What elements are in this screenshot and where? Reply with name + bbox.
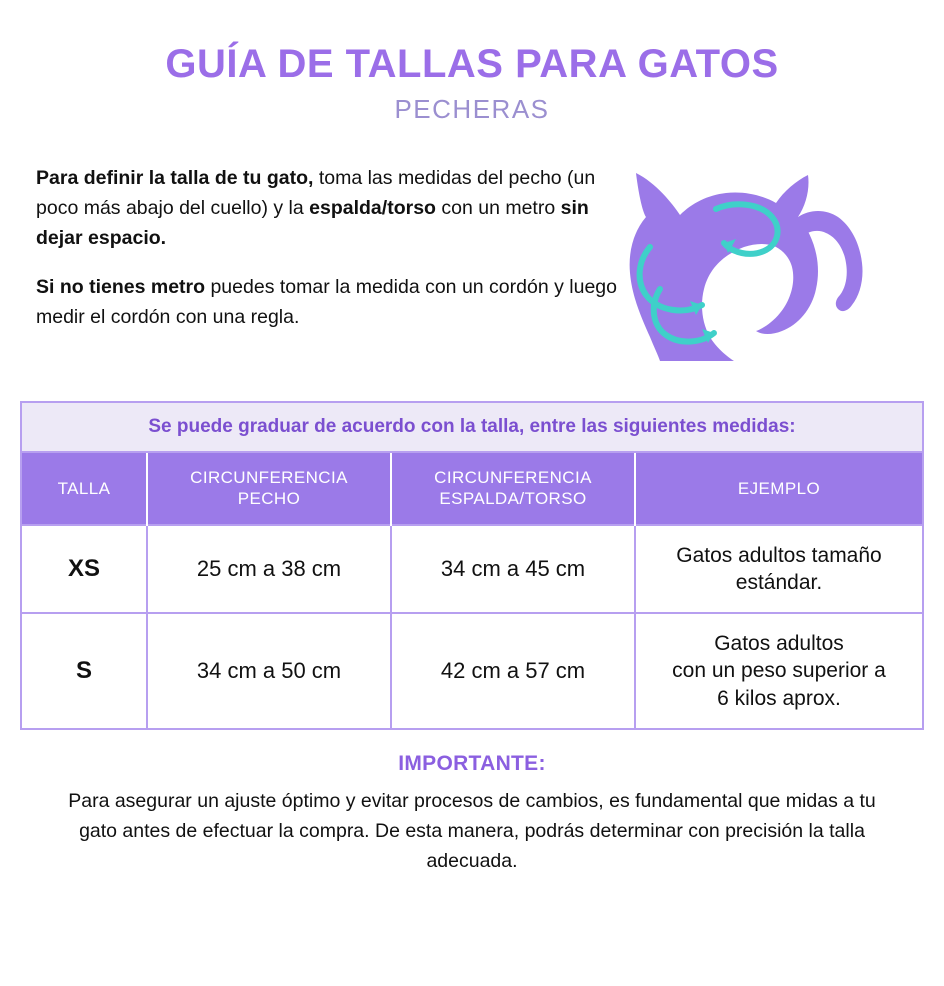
row-0-example-line2: estándar. <box>735 570 823 594</box>
table-row <box>22 525 922 614</box>
intro-p2-bold-1: Si no tienes metro <box>36 275 206 298</box>
row-1-size: S <box>22 613 147 728</box>
size-guide-page <box>0 42 944 986</box>
intro-p1-text-1: toma las medidas del pecho (un poco más abajo del cuello) y la <box>36 167 596 220</box>
intro-paragraph-2 <box>36 272 636 332</box>
header-chest-line1: CIRCUNFERENCIA <box>190 468 348 487</box>
header-back-line2: ESPALDA/TORSO <box>439 489 587 509</box>
header-size: TALLA <box>22 453 147 525</box>
row-0-back: 34 cm a 45 cm <box>391 525 635 614</box>
intro-text <box>36 163 636 350</box>
row-0-size: XS <box>22 525 147 614</box>
row-1-back: 42 cm a 57 cm <box>391 613 635 728</box>
intro-paragraph-1 <box>36 163 636 254</box>
header-example: EJEMPLO <box>635 453 922 525</box>
intro-p1-bold-1: Para definir la talla de tu gato, <box>36 167 314 189</box>
size-table <box>20 401 924 730</box>
row-1-example <box>635 613 922 728</box>
cat-illustration <box>584 155 884 385</box>
intro-p1-bold-2: espalda/torso <box>309 197 436 220</box>
footer-text: Para asegurar un ajuste óptimo y evitar procesos de cambios, es fundamental que midas a tu gato antes de efectuar la compra. De esta manera, podrás determinar con precisión la talla adecuada. <box>68 789 876 873</box>
header-back-line1: CIRCUNFERENCIA <box>434 468 592 487</box>
header-chest <box>147 453 391 525</box>
row-0-chest: 25 cm a 38 cm <box>147 525 391 614</box>
row-0-example <box>635 525 922 614</box>
page-subtitle: PECHERAS <box>394 94 550 124</box>
intro-section <box>0 155 944 385</box>
table-row <box>22 613 922 728</box>
intro-p1-bold-3: sin dejar espacio. <box>36 197 589 250</box>
page-title: GUÍA DE TALLAS PARA GATOS <box>165 42 779 86</box>
row-1-chest: 34 cm a 50 cm <box>147 613 391 728</box>
header-chest-line2: PECHO <box>237 489 301 509</box>
header-back <box>391 453 635 525</box>
important-label: IMPORTANTE: <box>398 751 546 775</box>
table-header-row <box>22 453 922 525</box>
row-0-example-line1: Gatos adultos tamaño <box>676 543 882 567</box>
row-1-example-line3: 6 kilos aprox. <box>717 686 841 710</box>
row-1-example-line1: Gatos adultos <box>714 632 844 656</box>
row-1-example-line2: con un peso superior a <box>672 659 886 683</box>
table-band-label: Se puede graduar de acuerdo con la talla, entre las siguientes medidas: <box>22 403 922 453</box>
intro-p1-text-2: con un metro <box>435 197 561 220</box>
intro-p2-text-1: puedes tomar la medida con un cordón y luego medir el cordón con una regla. <box>36 275 617 328</box>
